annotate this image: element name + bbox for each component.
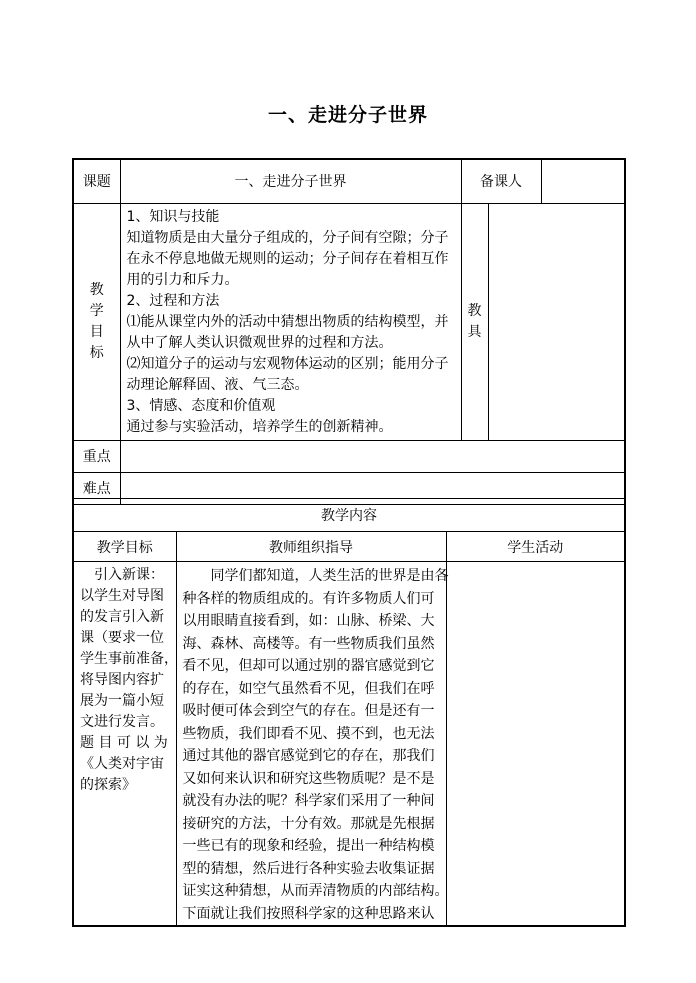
objective-line: 《人类对宇宙 (80, 756, 164, 772)
goal-line: 3、情感、态度和价值观 (126, 397, 276, 414)
guidance-line: 通过其他的器官感觉到它的存在，那我们 (182, 748, 435, 764)
goal-line: 知道物质是由大量分子组成的，分子间有空隙；分子 (126, 229, 449, 246)
guidance-line: 以用眼睛直接看到，如：山脉、桥梁、大 (182, 613, 435, 629)
key-point-label: 重点 (73, 440, 120, 472)
guidance-line: 下面就让我们按照科学家的这种思路来认 (182, 905, 435, 922)
difficulty-label: 难点 (73, 472, 120, 504)
guidance-line: 一些已有的现象和经验，提出一种结构模 (182, 838, 435, 854)
goal-line: 在永不停息地做无规则的运动；分子间存在着相互作 (126, 250, 449, 267)
objective-line: 的探索》 (80, 777, 136, 793)
guidance-line: 接研究的方法，十分有效。那就是先根据 (182, 815, 435, 832)
objective-line: 将导图内容扩 (80, 672, 164, 688)
guidance-line: 看不见，但却可以通过别的器官感觉到它 (182, 658, 435, 674)
objective-line: 题 目 可 以 为 (80, 735, 168, 751)
guidance-line: 同学们都知道，人类生活的世界是由各 (182, 568, 449, 584)
guidance-line: 种各样的物质组成的。有许多物质人们可 (182, 590, 435, 607)
objective-line: 的发言引入新 (80, 609, 164, 625)
guidance-line: 证实这种猜想，从而弄清物质的内部结构。 (182, 883, 449, 899)
guidance-line: 些物质，我们即看不见、摸不到，也无法 (182, 725, 435, 742)
goal-line: ⑴能从课堂内外的活动中猜想出物质的结构模型，并 (126, 313, 449, 330)
objective-line: 引入新课： (80, 567, 164, 583)
goal-line: 动理论解释固、液、气三态。 (126, 376, 309, 393)
header-student-activity: 学生活动 (446, 532, 625, 562)
objective-line: 以学生对导图 (80, 588, 164, 604)
header-objective: 教学目标 (73, 532, 176, 562)
student-activity-cell (446, 562, 625, 927)
tools-label: 教 具 (461, 203, 488, 440)
guidance-line: 吸时便可体会到空气的存在。但是还有一 (182, 703, 435, 719)
objective-line: 文进行发言。 (80, 714, 164, 730)
topic-label: 课题 (73, 159, 120, 203)
header-guidance: 教师组织指导 (176, 532, 446, 562)
goal-line: 用的引力和斥力。 (126, 271, 239, 288)
guidance-line: 型的猜想，然后进行各种实验去收集证据 (182, 860, 435, 877)
guidance-line: 又如何来认识和研究这些物质呢？是不是 (182, 770, 435, 787)
guidance-line: 的存在，如空气虽然看不见，但我们在呼 (182, 680, 435, 697)
goal-line: 2、过程和方法 (126, 292, 220, 309)
goal-line: 从中了解人类认识微观世界的过程和方法。 (126, 334, 393, 351)
objective-cell (73, 562, 176, 927)
guidance-line: 就没有办法的呢？科学家们采用了一种间 (182, 793, 435, 809)
guidance-cell (176, 562, 449, 927)
content-title: 教学内容 (73, 499, 625, 532)
topic-value: 一、走进分子世界 (120, 159, 461, 203)
key-point-value (120, 440, 625, 472)
goals-content (120, 203, 461, 440)
objective-line: 展为一篇小短 (80, 693, 164, 709)
goal-line: ⑵知道分子的运动与宏观物体运动的区别；能用分子 (126, 355, 449, 372)
objective-line: 学生事前准备， (80, 651, 178, 667)
preparer-label: 备课人 (461, 159, 541, 203)
goal-line: 通过参与实验活动，培养学生的创新精神。 (126, 418, 393, 435)
page-title: 一、走进分子世界 (267, 104, 428, 126)
guidance-line: 海、森林、高楼等。有一些物质我们虽然 (182, 635, 435, 652)
tools-value (488, 203, 625, 440)
goal-line: 1、知识与技能 (126, 208, 220, 225)
preparer-value (541, 159, 625, 203)
lesson-info-table (72, 158, 626, 505)
teaching-content-table (72, 498, 626, 927)
objective-line: 课（要求一位 (80, 630, 164, 646)
goals-label: 教 学 目 标 (73, 203, 120, 440)
